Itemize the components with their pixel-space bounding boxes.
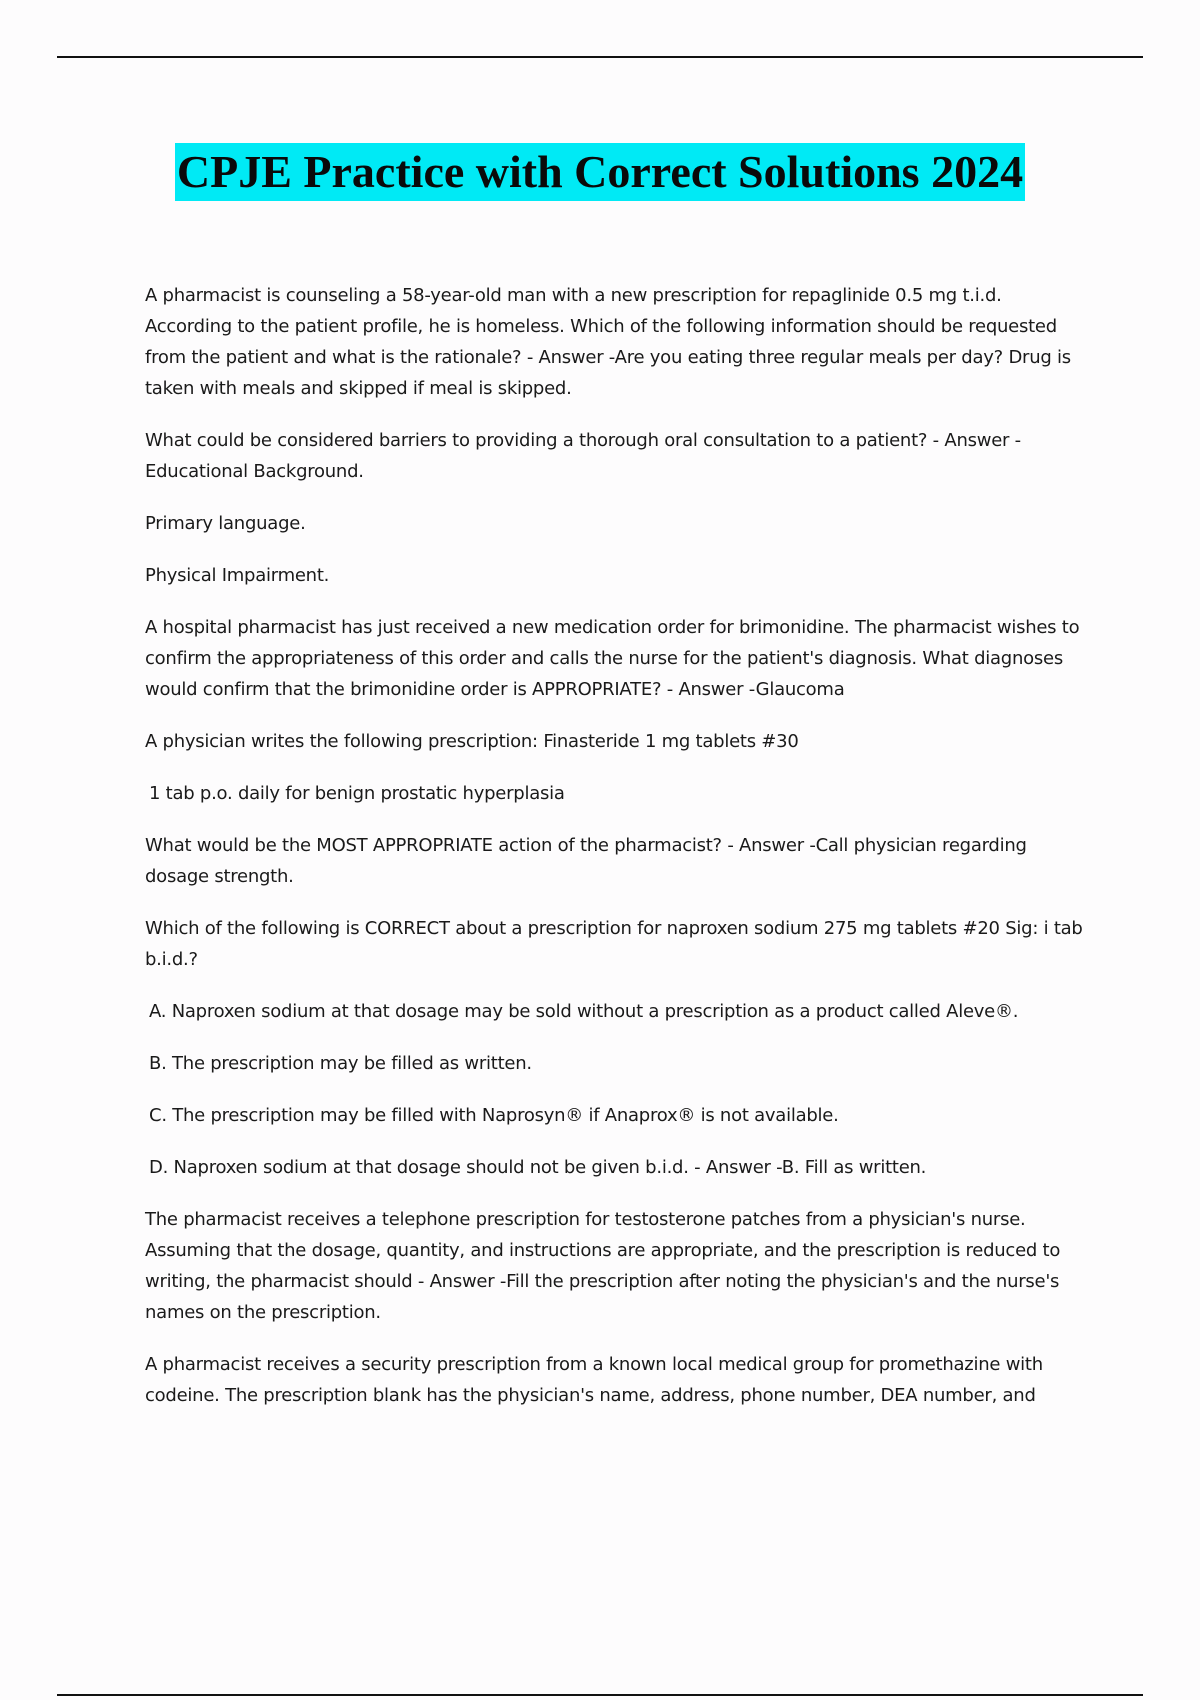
- paragraph-q3: A hospital pharmacist has just received a new medication order for brimonidine. The pharmacist wishes to confirm the appropriateness of this order and calls the nurse for the patient's diagnosis. What diagnoses would confirm that the brimonidine order is APPROPRIATE? - Answer -Glaucoma: [145, 617, 1080, 700]
- paragraph-q1: A pharmacist is counseling a 58-year-old man with a new prescription for repaglinide 0.5 mg t.i.d. According to the patient profile, he is homeless. Which of the following information should be requested from the patient and what is the rationale? - Answer -Are you eating three regular meals per day? Drug is taken with meals and skipped if meal is skipped.: [145, 285, 1071, 399]
- option-a: A. Naproxen sodium at that dosage may be sold without a prescription as a product called Aleve®.: [149, 1001, 1019, 1022]
- paragraph-answer-line: Physical Impairment.: [145, 565, 330, 586]
- paragraph-q5: Which of the following is CORRECT about a prescription for naproxen sodium 275 mg tablets #20 Sig: i tab b.i.d.?: [145, 918, 1083, 970]
- option-c: C. The prescription may be filled with Naprosyn® if Anaprox® is not available.: [149, 1105, 839, 1126]
- paragraph-q4-sig: 1 tab p.o. daily for benign prostatic hyperplasia: [149, 783, 565, 804]
- option-b: B. The prescription may be filled as written.: [149, 1053, 532, 1074]
- paragraph-q2: What could be considered barriers to providing a thorough oral consultation to a patient? - Answer -Educational Background.: [145, 430, 1021, 482]
- paragraph-q4-prescription: A physician writes the following prescription: Finasteride 1 mg tablets #30: [145, 731, 799, 752]
- document-body: [145, 280, 1090, 1432]
- option-d: D. Naproxen sodium at that dosage should not be given b.i.d. - Answer -B. Fill as written.: [149, 1157, 927, 1178]
- document-title: CPJE Practice with Correct Solutions 2024: [175, 143, 1025, 201]
- paragraph-answer-line: Primary language.: [145, 513, 306, 534]
- bottom-rule: [57, 1694, 1143, 1696]
- paragraph-q4-question: What would be the MOST APPROPRIATE action of the pharmacist? - Answer -Call physician regarding dosage strength.: [145, 835, 1027, 887]
- paragraph-q6: The pharmacist receives a telephone prescription for testosterone patches from a physician's nurse. Assuming that the dosage, quantity, and instructions are appropriate, and the prescription is reduced to writing, the pharmacist should - Answer -Fill the prescription after noting the physician's and the nurse's names on the prescription.: [145, 1209, 1061, 1323]
- paragraph-q7: A pharmacist receives a security prescription from a known local medical group for promethazine with codeine. The prescription blank has the physician's name, address, phone number, DEA number, and: [145, 1354, 1043, 1406]
- top-rule: [57, 56, 1143, 58]
- title-container: [0, 143, 1200, 201]
